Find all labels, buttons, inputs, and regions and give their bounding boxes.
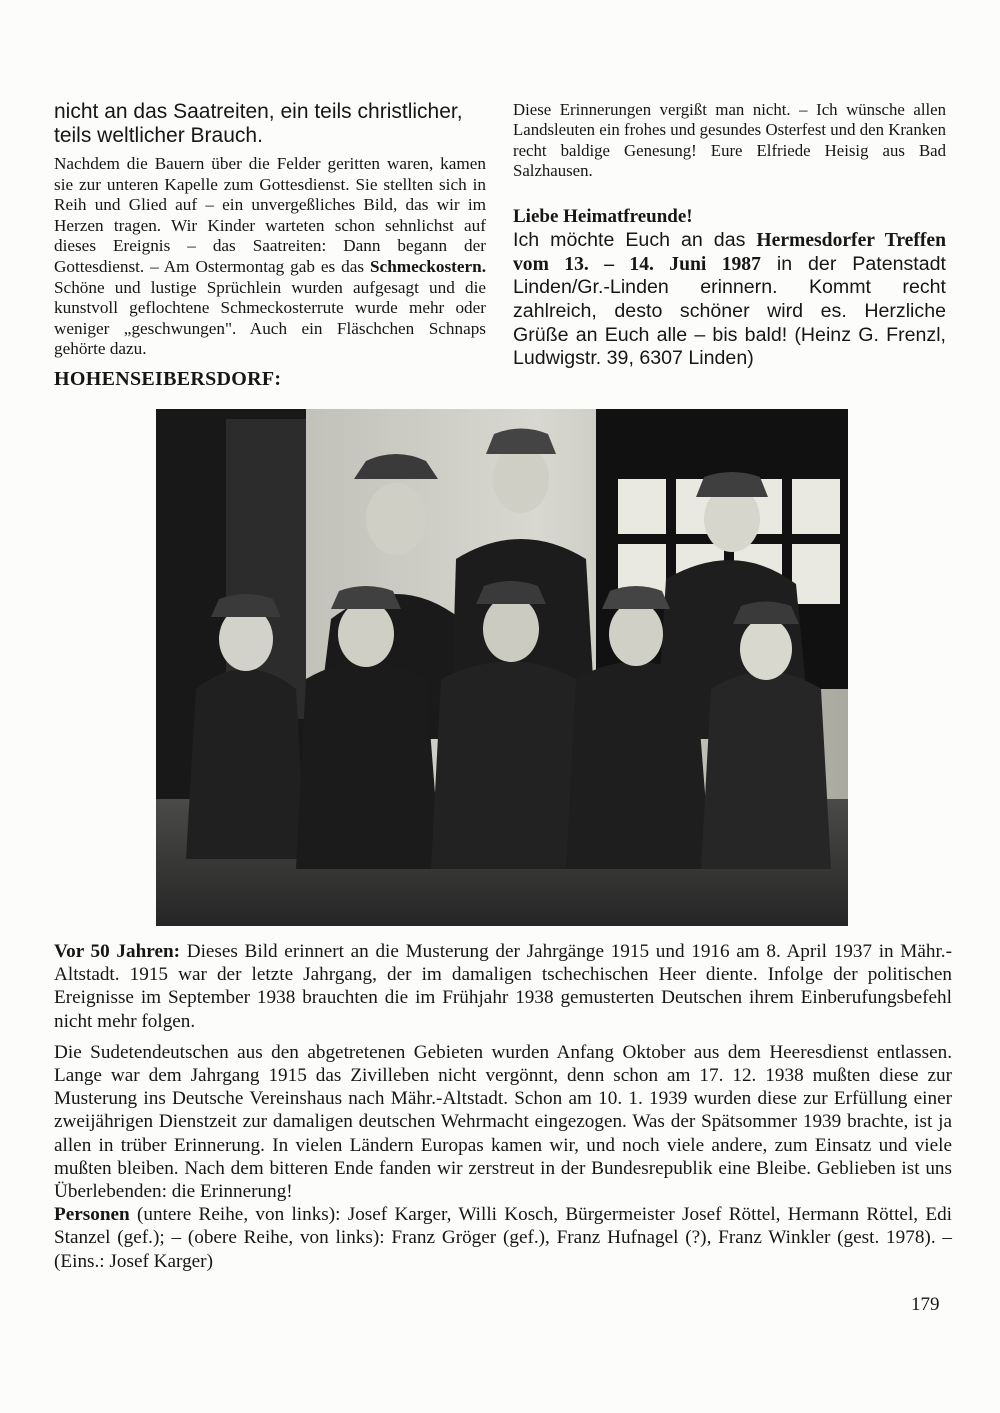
left-body-text-b: Schöne und lustige Sprüchlein wurden aufgesagt und die kunstvoll geflochtene Schmeckosterrute wurde mehr oder weniger „geschwungen". Auch ein Fläschchen Schnaps gehörte dazu. [54,277,486,359]
left-body-text-a: Nachdem die Bauern über die Felder geritten waren, kamen sie zur unteren Kapelle zum Gottesdienst. Sie stellten sich in Reih und Glied auf – ein unvergeßliches Bild, das wir im Herzen tragen. Wir Kinder warteten schon sehnlichst auf dieses Ereignis – das Saatreiten: Dann begann der Gottesdienst. – Am Ostermontag gab es das [54,154,486,276]
caption-text-1: Dieses Bild erinnert an die Musterung der Jahrgänge 1915 und 1916 am 8. April 1937 in Mähr.-Altstadt. 1915 war der letzte Jahrgang, der im damaligen tschechischen Heer diente. Infolge der politischen Ereignisse im September 1938 brauchten die im Frühjahr 1938 gemusterten Deutschen ihrem Einberufungsbefehl nicht mehr folgen. [54,941,952,1032]
schmeckostern-bold: Schmeckostern. [370,256,486,276]
caption-paragraph-2: Die Sudetendeutschen aus den abgetretenen Gebieten wurden Anfang Oktober aus dem Heeresdienst entlassen. Lange war dem Jahrgang 1915 das Zivilleben nicht vergönnt, denn schon am 17. 12. 1938 mußten diese zur Musterung ins Deutsche Vereinshaus nach Mähr.-Altstadt. Schon am 10. 1. 1939 wurden diese zur Erfüllung einer zweijährigen Dienstzeit zur damaligen deutschen Wehrmacht eingezogen. Was der Spätsommer 1939 brachte, ist ja allen in trüber Erinnerung. In vielen Ländern Europas kamen wir, und noch viele andere, zum Einsatz und viele mußten bleiben. Nach dem bitteren Ende fanden wir zerstreut in der Bundesrepublik eine Bleibe. Geblieben ist uns Überlebenden: die Erinnerung! [54,1041,952,1203]
persons-label-bold: Personen [54,1204,130,1226]
page-number: 179 [911,1294,940,1315]
group-photo-drawing [156,409,848,926]
right-invitation-paragraph [513,229,946,371]
invitation-text-b: in der Patenstadt Linden/Gr.-Linden erinnern. Kommt recht zahlreich, desto schöner wird es. Herzliche Grüße an Euch alle – bis bald! (Heinz G. Frenzl, Ludwigstr. 39, 6307 Linden) [513,252,946,370]
caption-persons-text: (untere Reihe, von links): Josef Karger, Willi Kosch, Bürgermeister Josef Röttel, Hermann Röttel, Edi Stanzel (gef.); – (obere Reihe, von links): Franz Gröger (gef.), Franz Hufnagel (?), Franz Winkler (gest. 1978). – (Eins.: Josef Karger) [54,1204,952,1272]
section-heading: HOHENSEIBERSDORF: [54,368,282,390]
right-column [513,100,946,371]
caption-paragraph-1 [54,940,952,1033]
caption-paragraph-3 [54,1203,952,1273]
greeting-heading: Liebe Heimatfreunde! [513,206,693,228]
caption-lead-bold: Vor 50 Jahren: [54,941,181,962]
invitation-text-a: Ich möchte Euch an das [513,229,757,252]
right-first-paragraph: Diese Erinnerungen vergißt man nicht. – Ich wünsche allen Landsleuten ein frohes und gesundes Osterfest und den Kranken recht baldige Genesung! Eure Elfriede Heisig aus Bad Salzhausen. [513,100,946,180]
invitation-bold: Hermesdorfer Treffen vom 13. – 14. Juni 1987 [513,230,947,275]
left-column [54,100,486,360]
left-body-paragraph [54,154,486,360]
left-lead-paragraph: nicht an das Saatreiten, ein teils christlicher, teils weltlicher Brauch. [54,100,463,147]
photo-caption [54,940,952,1273]
group-photo [156,409,848,926]
